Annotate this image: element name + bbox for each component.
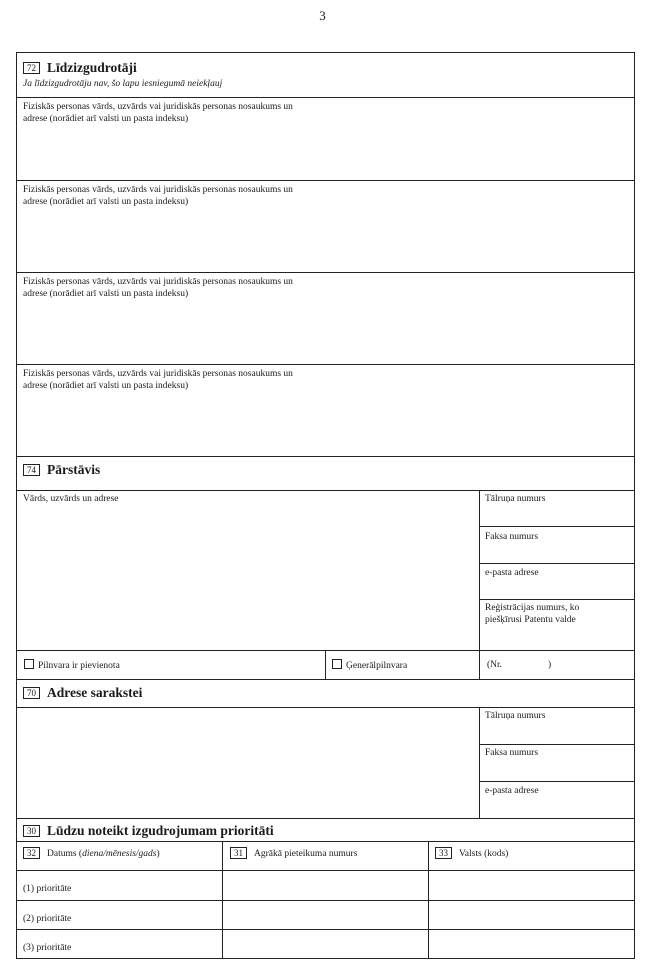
section-title: Lūdzu noteikt izgudrojumam prioritāti bbox=[47, 823, 274, 838]
representative-header bbox=[23, 462, 100, 478]
checkbox-icon[interactable] bbox=[332, 659, 342, 669]
priority-application-header: 31 Agrākā pieteikuma numurs bbox=[230, 847, 357, 860]
priority-header bbox=[23, 823, 274, 839]
co-inventor-entry-1[interactable]: Fiziskās personas vārds, uzvārds vai juridiskās personas nosaukums un adrese (norādiet arī valsti un pasta indeksu) bbox=[23, 102, 293, 124]
section-title: Adrese sarakstei bbox=[47, 685, 143, 700]
co-inventor-entry-2[interactable]: Fiziskās personas vārds, uzvārds vai juridiskās personas nosaukums un adrese (norādiet arī valsti un pasta indeksu) bbox=[23, 185, 293, 207]
general-power-checkbox[interactable]: Ģenerālpilnvara bbox=[332, 659, 407, 672]
representative-fax-field[interactable]: Faksa numurs bbox=[485, 532, 539, 542]
priority-date-header: 32 Datums (diena/mēnesis/gads) bbox=[23, 847, 160, 860]
field-code: 30 bbox=[23, 825, 40, 837]
priority-section bbox=[16, 818, 635, 959]
section-title: Līdzizgudrotāji bbox=[47, 60, 137, 75]
checkbox-icon[interactable] bbox=[24, 659, 34, 669]
correspondence-section bbox=[16, 679, 635, 819]
field-code: 70 bbox=[23, 687, 40, 699]
representative-email-field[interactable]: e-pasta adrese bbox=[485, 568, 539, 578]
correspondence-header bbox=[23, 685, 142, 701]
representative-reg-number-field[interactable]: Reģistrācijas numurs, ko piešķīrusi Patentu valde bbox=[485, 603, 580, 625]
page-number: 3 bbox=[319, 8, 326, 23]
power-of-attorney-checkbox[interactable]: Pilnvara ir pievienota bbox=[24, 659, 120, 672]
representative-phone-field[interactable]: Tālruņa numurs bbox=[485, 494, 546, 504]
co-inventor-entry-4[interactable]: Fiziskās personas vārds, uzvārds vai juridiskās personas nosaukums un adrese (norādiet arī valsti un pasta indeksu) bbox=[23, 369, 293, 391]
correspondence-phone-field[interactable]: Tālruņa numurs bbox=[485, 711, 546, 721]
field-code: 72 bbox=[23, 62, 40, 74]
section-title: Pārstāvis bbox=[47, 462, 101, 477]
representative-name-field[interactable]: Vārds, uzvārds un adrese bbox=[23, 494, 119, 504]
co-inventor-entry-3[interactable]: Fiziskās personas vārds, uzvārds vai juridiskās personas nosaukums un adrese (norādiet arī valsti un pasta indeksu) bbox=[23, 277, 293, 299]
representative-section bbox=[16, 456, 635, 680]
correspondence-email-field[interactable]: e-pasta adrese bbox=[485, 786, 539, 796]
power-number-field[interactable]: (Nr. ) bbox=[487, 660, 552, 670]
priority-row-1[interactable]: (1) prioritāte bbox=[23, 884, 72, 894]
co-inventors-section bbox=[16, 52, 635, 457]
priority-row-2[interactable]: (2) prioritāte bbox=[23, 914, 72, 924]
co-inventors-header bbox=[23, 60, 137, 76]
correspondence-fax-field[interactable]: Faksa numurs bbox=[485, 748, 539, 758]
priority-country-header: 33 Valsts (kods) bbox=[435, 847, 508, 860]
field-code: 74 bbox=[23, 464, 40, 476]
priority-row-3[interactable]: (3) prioritāte bbox=[23, 943, 72, 953]
correspondence-address-field[interactable] bbox=[23, 710, 473, 810]
co-inventors-note: Ja līdzizgudrotāju nav, šo lapu iesniegumā neiekļauj bbox=[23, 79, 223, 89]
